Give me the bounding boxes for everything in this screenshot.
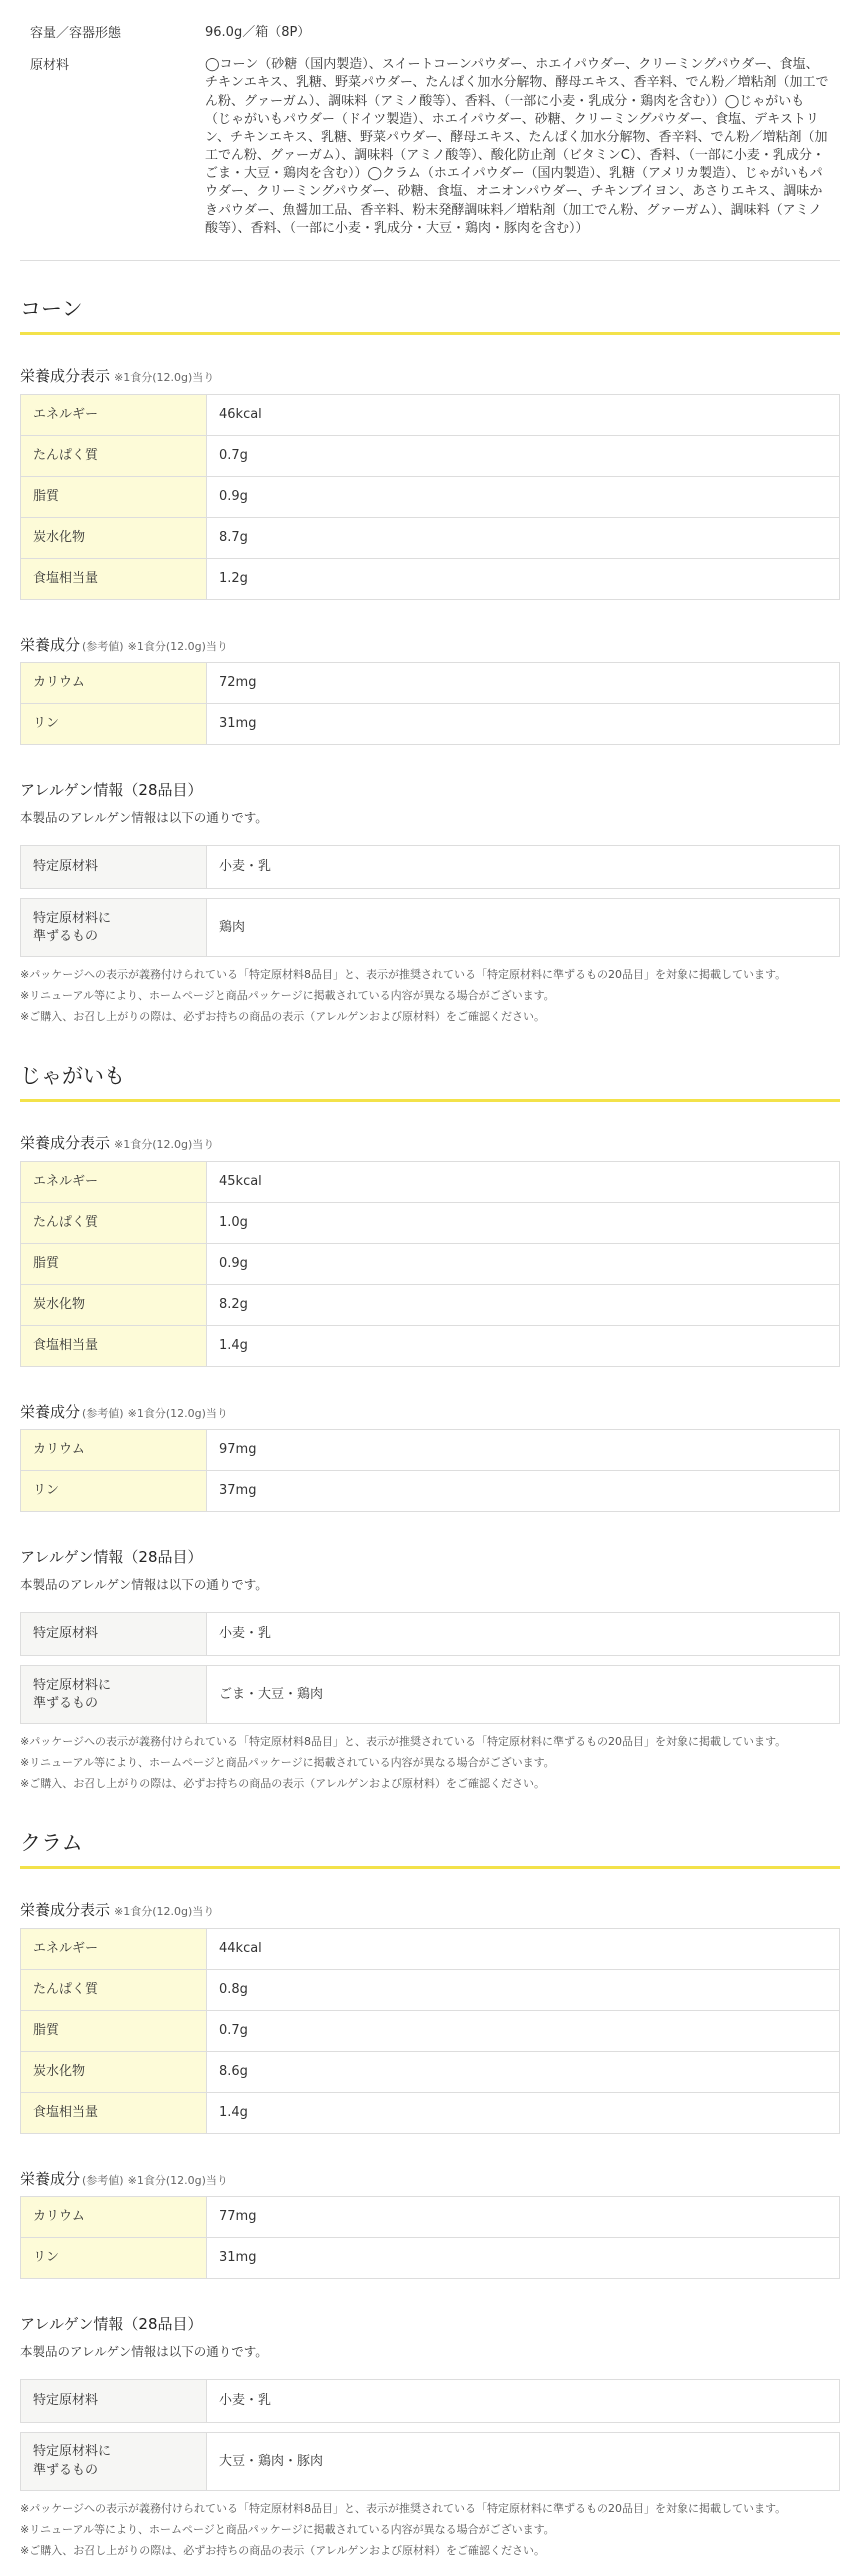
table-row — [21, 558, 840, 599]
reference-heading — [20, 2168, 840, 2191]
nutrition-value: 44kcal — [207, 1928, 840, 1969]
reference-table — [20, 662, 840, 745]
nutrition-value: 8.2g — [207, 1284, 840, 1325]
table-row — [21, 2380, 840, 2423]
nutrition-label: エネルギー — [21, 394, 207, 435]
reference-label: カリウム — [21, 2197, 207, 2238]
table-row — [21, 1161, 840, 1202]
reference-heading — [20, 634, 840, 657]
table-row — [21, 1471, 840, 1512]
nutrition-title: 栄養成分表示 — [20, 1901, 111, 1920]
nutrition-label: 脂質 — [21, 1243, 207, 1284]
allergy-table — [20, 2379, 840, 2491]
reference-value: 97mg — [207, 1430, 840, 1471]
flavor-section-clam — [20, 1795, 840, 2562]
nutrition-value: 1.4g — [207, 1325, 840, 1366]
allergy-notes — [20, 1732, 840, 1795]
nutrition-table — [20, 1161, 840, 1367]
reference-label: リン — [21, 1471, 207, 1512]
flavor-section-corn — [20, 261, 840, 1028]
nutrition-value: 0.7g — [207, 435, 840, 476]
note-text: ※リニューアル等により、ホームページと商品パッケージに掲載されている内容が異なる場合がございます。 — [20, 989, 555, 1003]
table-row — [21, 1928, 840, 1969]
nutrition-label: 食塩相当量 — [21, 558, 207, 599]
allergy-title: アレルゲン情報（28品目） — [20, 1548, 203, 1567]
table-row — [21, 1243, 840, 1284]
table-row — [21, 2197, 840, 2238]
nutrition-heading — [20, 1132, 840, 1155]
table-row — [21, 1325, 840, 1366]
note-text: ※ご購入、お召し上がりの際は、必ずお持ちの商品の表示（アレルゲンおよび原材料）をご確認ください。 — [20, 2543, 546, 2557]
reference-label: リン — [21, 2238, 207, 2279]
nutrition-note: ※1食分(12.0g)当り — [114, 1905, 215, 1919]
table-row — [21, 1666, 840, 1724]
capacity-label: 容量／容器形態 — [30, 26, 122, 41]
nutrition-label: 食塩相当量 — [21, 2092, 207, 2133]
note-text: ※パッケージへの表示が義務付けられている「特定原材料8品目」と、表示が推奨されている「特定原材料に準ずるもの20品目」を対象に掲載しています。 — [20, 968, 787, 982]
reference-note: ※1食分(12.0g)当り — [127, 1406, 228, 1420]
reference-small: (参考値) — [82, 2173, 124, 2187]
allergy-notes — [20, 965, 840, 1028]
nutrition-table — [20, 394, 840, 600]
allergy-intro: 本製品のアレルゲン情報は以下の通りです。 — [20, 2343, 268, 2359]
nutrition-title: 栄養成分表示 — [20, 1134, 111, 1153]
nutrition-note: ※1食分(12.0g)当り — [114, 371, 215, 385]
reference-title: 栄養成分 — [20, 2169, 81, 2188]
section-title: クラム — [20, 1817, 840, 1869]
allergy-table — [20, 845, 840, 957]
nutrition-label: たんぱく質 — [21, 1969, 207, 2010]
nutrition-value: 0.7g — [207, 2010, 840, 2051]
reference-title: 栄養成分 — [20, 1402, 81, 1421]
nutrition-label: 脂質 — [21, 2010, 207, 2051]
reference-heading — [20, 1401, 840, 1424]
flavor-section-potato — [20, 1028, 840, 1795]
nutrition-label: 炭水化物 — [21, 517, 207, 558]
nutrition-value: 0.9g — [207, 1243, 840, 1284]
nutrition-table — [20, 1928, 840, 2134]
table-row — [21, 2433, 840, 2491]
reference-title: 栄養成分 — [20, 635, 81, 654]
reference-note: ※1食分(12.0g)当り — [127, 639, 228, 653]
allergy-notes — [20, 2499, 840, 2562]
note-text: ※パッケージへの表示が義務付けられている「特定原材料8品目」と、表示が推奨されている「特定原材料に準ずるもの20品目」を対象に掲載しています。 — [20, 2502, 787, 2516]
nutrition-label: たんぱく質 — [21, 435, 207, 476]
reference-small: (参考値) — [82, 1406, 124, 1420]
table-row — [21, 1202, 840, 1243]
table-row — [21, 1430, 840, 1471]
ingredients-label: 原材料 — [30, 58, 70, 74]
note-text: ※リニューアル等により、ホームページと商品パッケージに掲載されている内容が異なる場合がございます。 — [20, 1756, 555, 1770]
reference-small: (参考値) — [82, 639, 124, 653]
reference-note: ※1食分(12.0g)当り — [127, 2173, 228, 2187]
allergy-intro: 本製品のアレルゲン情報は以下の通りです。 — [20, 809, 268, 825]
section-title: じゃがいも — [20, 1050, 840, 1102]
table-row — [21, 2092, 840, 2133]
nutrition-label: 炭水化物 — [21, 2051, 207, 2092]
table-row — [21, 704, 840, 745]
table-row — [21, 1613, 840, 1656]
nutrition-heading — [20, 365, 840, 388]
nutrition-value: 0.9g — [207, 476, 840, 517]
nutrition-value: 0.8g — [207, 1969, 840, 2010]
nutrition-value: 46kcal — [207, 394, 840, 435]
reference-table — [20, 2196, 840, 2279]
nutrition-label: 炭水化物 — [21, 1284, 207, 1325]
nutrition-note: ※1食分(12.0g)当り — [114, 1138, 215, 1152]
capacity-value: 96.0g／箱（8P） — [205, 25, 311, 40]
nutrition-value: 8.7g — [207, 517, 840, 558]
table-row — [21, 899, 840, 957]
allergy-title: アレルゲン情報（28品目） — [20, 781, 203, 800]
allergy-label: 特定原材料 — [21, 1613, 207, 1656]
nutrition-label: 脂質 — [21, 476, 207, 517]
nutrition-label: エネルギー — [21, 1928, 207, 1969]
note-text: ※ご購入、お召し上がりの際は、必ずお持ちの商品の表示（アレルゲンおよび原材料）をご確認ください。 — [20, 1777, 546, 1790]
table-row — [21, 1969, 840, 2010]
table-row — [21, 517, 840, 558]
table-row — [21, 2238, 840, 2279]
allergy-label: 特定原材料に 準ずるもの — [21, 2433, 207, 2491]
nutrition-title: 栄養成分表示 — [20, 367, 111, 386]
capacity-row — [20, 20, 840, 52]
table-row — [21, 2051, 840, 2092]
note-text: ※リニューアル等により、ホームページと商品パッケージに掲載されている内容が異なる場合がございます。 — [20, 2523, 555, 2537]
allergy-table — [20, 1612, 840, 1724]
table-row — [21, 1284, 840, 1325]
reference-label: カリウム — [21, 663, 207, 704]
table-row — [21, 394, 840, 435]
note-text: ※パッケージへの表示が義務付けられている「特定原材料8品目」と、表示が推奨されている「特定原材料に準ずるもの20品目」を対象に掲載しています。 — [20, 1735, 787, 1749]
product-spec — [20, 0, 840, 261]
allergy-value: 小麦・乳 — [207, 846, 840, 889]
nutrition-value: 1.4g — [207, 2092, 840, 2133]
nutrition-label: エネルギー — [21, 1161, 207, 1202]
reference-table — [20, 1429, 840, 1512]
nutrition-heading — [20, 1899, 840, 1922]
note-text: ※ご購入、お召し上がりの際は、必ずお持ちの商品の表示（アレルゲンおよび原材料）をご確認ください。 — [20, 1010, 546, 1024]
allergy-value: 小麦・乳 — [207, 1613, 840, 1656]
section-title: コーン — [20, 283, 840, 335]
table-row — [21, 663, 840, 704]
ingredients-value: ◯コーン（砂糖（国内製造）、スイートコーンパウダー、ホエイパウダー、クリーミングパウダー、食塩、チキンエキス、乳糖、野菜パウダー、たんぱく加水分解物、酵母エキス、香辛料、でん粉／増粘剤（加工でん粉、グァーガム）、調味料（アミノ酸等）、香料、（一部に小麦・乳成分・鶏肉を含む））◯じゃがいも（じゃがいもパウダー（ドイツ製造）、ホエイパウダー、砂糖、クリーミングパウダー、食塩、デキストリン、チキンエキス、乳糖、野菜パウダー、酵母エキス、たんぱく加水分解物、香辛料、でん粉／増粘剤（加工でん粉、グァーガム）、調味料（アミノ酸等）、酸化防止剤（ビタミンC）、香料、（一部に小麦・乳成分・ごま・大豆・鶏肉を含む））◯クラム（ホエイパウダー（国内製造）、乳糖（アメリカ製造）、じゃがいもパウダー、クリーミングパウダー、砂糖、食塩、オニオンパウダー、チキンブイヨン、あさりエキス、調味かきパウダー、魚醤加工品、香辛料、粉末発酵調味料／増粘剤（加工でん粉、グァーガム）、調味料（アミノ酸等）、香料、（一部に小麦・乳成分・大豆・鶏肉・豚肉を含む）） — [205, 57, 829, 236]
reference-label: カリウム — [21, 1430, 207, 1471]
allergy-value: 小麦・乳 — [207, 2380, 840, 2423]
table-row — [21, 2010, 840, 2051]
table-row — [21, 435, 840, 476]
reference-value: 37mg — [207, 1471, 840, 1512]
nutrition-value: 1.2g — [207, 558, 840, 599]
allergy-label: 特定原材料に 準ずるもの — [21, 899, 207, 957]
nutrition-value: 1.0g — [207, 1202, 840, 1243]
reference-value: 31mg — [207, 2238, 840, 2279]
allergy-value: 鶏肉 — [207, 899, 840, 957]
table-row — [21, 476, 840, 517]
allergy-label: 特定原材料に 準ずるもの — [21, 1666, 207, 1724]
reference-label: リン — [21, 704, 207, 745]
reference-value: 31mg — [207, 704, 840, 745]
reference-value: 77mg — [207, 2197, 840, 2238]
allergy-intro: 本製品のアレルゲン情報は以下の通りです。 — [20, 1576, 268, 1592]
nutrition-label: たんぱく質 — [21, 1202, 207, 1243]
allergy-value: ごま・大豆・鶏肉 — [207, 1666, 840, 1724]
allergy-label: 特定原材料 — [21, 846, 207, 889]
table-row — [21, 846, 840, 889]
allergy-title: アレルゲン情報（28品目） — [20, 2315, 203, 2334]
reference-value: 72mg — [207, 663, 840, 704]
nutrition-value: 8.6g — [207, 2051, 840, 2092]
allergy-value: 大豆・鶏肉・豚肉 — [207, 2433, 840, 2491]
nutrition-value: 45kcal — [207, 1161, 840, 1202]
allergy-label: 特定原材料 — [21, 2380, 207, 2423]
ingredients-row — [20, 52, 840, 246]
nutrition-label: 食塩相当量 — [21, 1325, 207, 1366]
